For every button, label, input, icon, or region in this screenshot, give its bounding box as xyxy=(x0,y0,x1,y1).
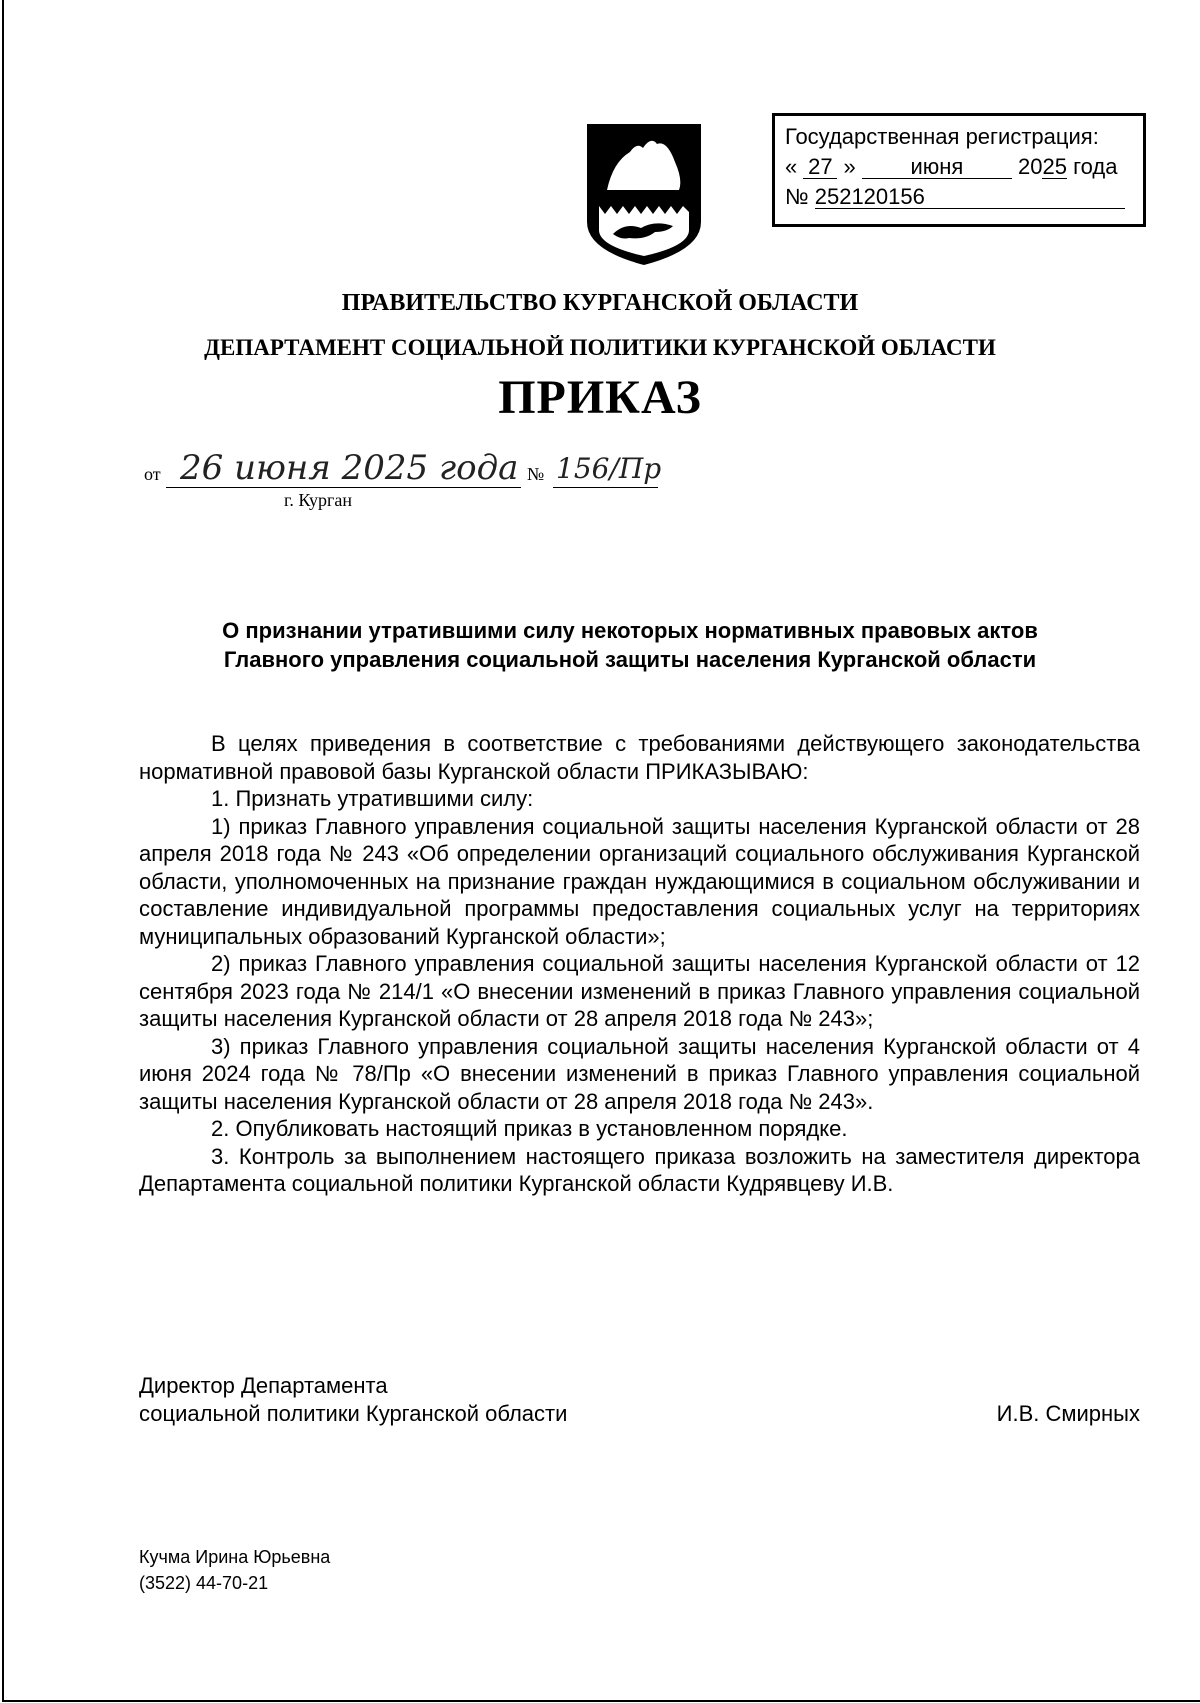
registration-day-close: » xyxy=(843,154,856,179)
contact-phone: (3522) 44-70-21 xyxy=(139,1573,269,1593)
registration-day: 27 xyxy=(803,156,837,179)
city-label: г. Курган xyxy=(284,490,353,510)
registration-label: Государственная регистрация: xyxy=(785,124,1099,149)
registration-year-prefix: 20 xyxy=(1018,154,1043,179)
registration-number: 252120156 xyxy=(815,186,1125,209)
item-2: 2. Опубликовать настоящий приказ в установленном порядке. xyxy=(211,1116,848,1141)
order-number-sign: № xyxy=(527,464,545,484)
sub-item-1: 1) приказ Главного управления социальной защиты населения Курганской области от 28 апреля 2018 года № 243 «Об определении организаций социального обслуживания Курганской области, уполномоченных на признание граждан нуждающимися в социальном обслуживании и составление индивидуальной программы предоставления социальных услуг на территориях муниципальных образований Курганской области»; xyxy=(139,813,1140,949)
intro-paragraph: В целях приведения в соответствие с требованиями действующего законодательства нормативной правовой базы Курганской области ПРИКАЗЫВАЮ: xyxy=(139,731,1140,784)
coat-of-arms-emblem xyxy=(585,122,703,267)
registration-number-line xyxy=(785,186,1135,209)
order-subject xyxy=(130,616,1130,674)
sub-item-2: 2) приказ Главного управления социальной защиты населения Курганской области от 12 сентября 2023 года № 214/1 «О внесении изменений в приказ Главного управления социальной защиты населения Курганской области от 28 апреля 2018 года № 243»; xyxy=(139,951,1140,1031)
contact-block xyxy=(139,1544,330,1596)
contact-name: Кучма Ирина Юрьевна xyxy=(139,1547,331,1567)
signature-position-line-2: социальной политики Курганской области xyxy=(139,1401,568,1426)
registration-year-suffix: 25 xyxy=(1042,154,1067,179)
registration-month: июня xyxy=(862,156,1012,179)
from-label: от xyxy=(144,464,161,484)
order-number-handwritten: 156/Пр xyxy=(556,452,662,485)
signatory-name: И.В. Смирных xyxy=(996,1401,1140,1426)
government-header: ПРАВИТЕЛЬСТВО КУРГАНСКОЙ ОБЛАСТИ xyxy=(341,290,859,316)
signature-position xyxy=(139,1372,567,1428)
order-date-handwritten: 26 июня 2025 года xyxy=(180,448,519,488)
item-3: 3. Контроль за выполнением настоящего приказа возложить на заместителя директора Департамента социальной политики Курганской области Кудрявцеву И.В. xyxy=(139,1143,1140,1196)
sub-item-3: 3) приказ Главного управления социальной защиты населения Курганской области от 4 июня 2024 года № 78/Пр «О внесении изменений в приказ Главного управления социальной защиты населения Курганской области от 28 апреля 2018 года № 243». xyxy=(139,1033,1140,1114)
department-header: ДЕПАРТАМЕНТ СОЦИАЛЬНОЙ ПОЛИТИКИ КУРГАНСКОЙ ОБЛАСТИ xyxy=(204,335,996,360)
registration-date xyxy=(785,156,1135,179)
registration-day-open: « xyxy=(785,154,798,179)
registration-number-sign: № xyxy=(785,184,809,209)
document-title: ПРИКАЗ xyxy=(498,371,702,424)
subject-line-1: О признании утратившими силу некоторых нормативных правовых актов xyxy=(222,618,1038,643)
order-body xyxy=(139,730,1140,1198)
subject-line-2: Главного управления социальной защиты населения Курганской области xyxy=(223,647,1037,672)
state-registration-box xyxy=(772,113,1146,227)
number-underline xyxy=(553,487,658,488)
signature-position-line-1: Директор Департамента xyxy=(139,1373,388,1398)
item-1: 1. Признать утратившими силу: xyxy=(211,786,534,811)
registration-year-word: года xyxy=(1073,154,1118,179)
